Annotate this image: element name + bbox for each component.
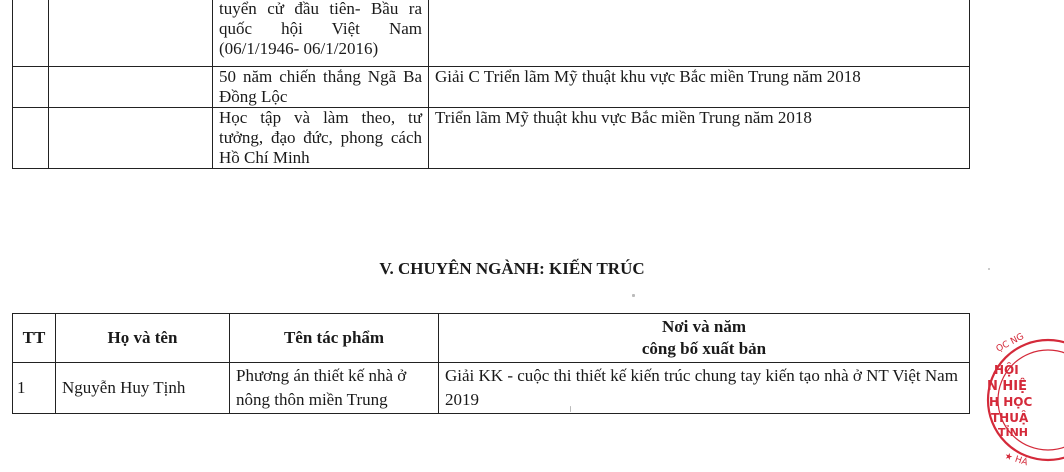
tt-cell xyxy=(13,0,49,67)
stamp-arc-text: ỌC NG xyxy=(994,331,1026,355)
stamp-line1: HỘI xyxy=(994,363,1019,377)
tt-cell: 1 xyxy=(13,363,56,414)
section-heading: V. CHUYÊN NGÀNH: KIẾN TRÚC xyxy=(379,259,645,278)
stamp-line3: H HỌC xyxy=(989,395,1033,409)
header-venue xyxy=(439,314,970,363)
header-work: Tên tác phẩm xyxy=(230,314,439,363)
table-row xyxy=(13,67,970,108)
tt-cell xyxy=(13,67,49,108)
table-row xyxy=(13,0,970,67)
venue-cell xyxy=(429,0,970,67)
scan-speck xyxy=(632,294,635,297)
work-title-cell: tuyển cử đầu tiên- Bầu ra quốc hội Việt Nam (06/1/1946- 06/1/2016) xyxy=(213,0,429,67)
official-stamp xyxy=(984,322,1064,472)
architecture-table xyxy=(12,313,970,414)
stamp-line4: THUẬ xyxy=(991,411,1029,425)
scan-speck xyxy=(988,268,990,270)
venue-cell: Giải C Triển lãm Mỹ thuật khu vực Bắc miền Trung năm 2018 xyxy=(429,67,970,108)
work-title-cell: Học tập và làm theo, tư tưởng, đạo đức, phong cách Hồ Chí Minh xyxy=(213,108,429,169)
name-cell xyxy=(49,0,213,67)
work-title-cell: Phương án thiết kế nhà ở nông thôn miền Trung xyxy=(230,363,439,414)
venue-cell: Triển lãm Mỹ thuật khu vực Bắc miền Trung năm 2018 xyxy=(429,108,970,169)
header-venue-line2: công bố xuất bản xyxy=(641,339,767,358)
scan-speck xyxy=(570,406,571,412)
name-cell xyxy=(49,67,213,108)
table-header-row xyxy=(13,314,970,363)
venue-cell: Giải KK - cuộc thi thiết kế kiến trúc chung tay kiến tạo nhà ở NT Việt Nam 2019 xyxy=(439,363,970,414)
work-title-cell: 50 năm chiến thắng Ngã Ba Đồng Lộc xyxy=(213,67,429,108)
stamp-line5: TỈNH xyxy=(998,426,1029,439)
awards-table-continued xyxy=(12,0,970,169)
header-name: Họ và tên xyxy=(56,314,230,363)
table-row xyxy=(13,108,970,169)
name-cell xyxy=(49,108,213,169)
header-tt: TT xyxy=(13,314,56,363)
header-venue-line1: Nơi và năm xyxy=(661,317,747,336)
tt-cell xyxy=(13,108,49,169)
stamp-line2: N HIỆ xyxy=(987,379,1028,394)
table-row xyxy=(13,363,970,414)
name-cell: Nguyễn Huy Tịnh xyxy=(56,363,230,414)
stamp-bottom-text: ★ HÀ xyxy=(1003,451,1029,469)
